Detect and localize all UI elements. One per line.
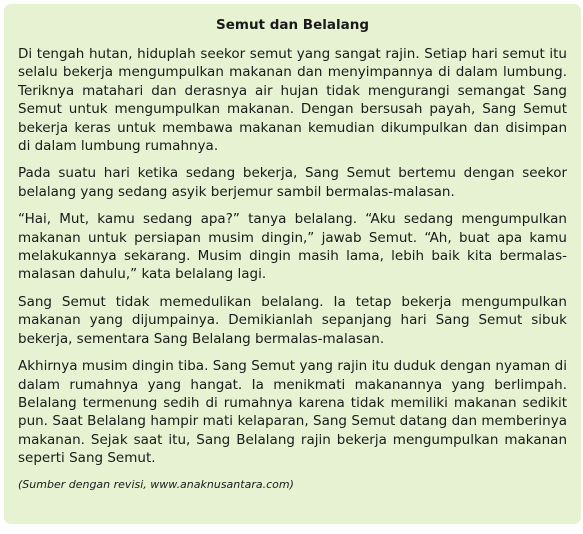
story-card bbox=[4, 4, 581, 524]
paragraph-4: Sang Semut tidak memedulikan belalang. Ia tetap bekerja mengumpulkan makanan yang dijumpainya. Demikianlah sepanjang hari Sang Semut sibuk bekerja, sementara Sang Belalang bermalas-malasan. bbox=[18, 293, 567, 347]
paragraph-3: “Hai, Mut, kamu sedang apa?” tanya belalang. “Aku sedang mengumpulkan makanan untuk persiapan musim dingin,” jawab Semut. “Ah, buat apa kamu melakukannya sekarang. Musim dingin masih lama, lebih baik kita bermalas-malasan dahulu,” kata belalang lagi. bbox=[18, 211, 567, 283]
paragraph-2: Pada suatu hari ketika sedang bekerja, Sang Semut bertemu dengan seekor belalang yang sedang asyik berjemur sambil bermalas-malasan. bbox=[18, 165, 567, 200]
source-citation: (Sumber dengan revisi, www.anaknusantara.com) bbox=[18, 477, 294, 491]
paragraph-1: Di tengah hutan, hiduplah seekor semut yang sangat rajin. Setiap hari semut itu selalu bekerja mengumpulkan makanan dan menyimpannya di dalam lumbung. Teriknya matahari dan derasnya air hujan tidak mengurangi semangat Sang Semut untuk mengumpulkan makanan. Dengan bersusah payah, Sang Semut bekerja keras untuk membawa makanan kemudian dikumpulkan dan disimpan di dalam lumbung rumahnya. bbox=[18, 46, 567, 155]
story-title: Semut dan Belalang bbox=[216, 17, 369, 33]
paragraph-5: Akhirnya musim dingin tiba. Sang Semut yang rajin itu duduk dengan nyaman di dalam rumahnya yang hangat. Ia menikmati makanannya yang berlimpah. Belalang termenung sedih di rumahnya karena tidak memiliki makanan sedikit pun. Saat Belalang hampir mati kelaparan, Sang Semut datang dan memberinya makanan. Sejak saat itu, Sang Belalang rajin bekerja mengumpulkan makanan seperti Sang Semut. bbox=[18, 358, 567, 467]
